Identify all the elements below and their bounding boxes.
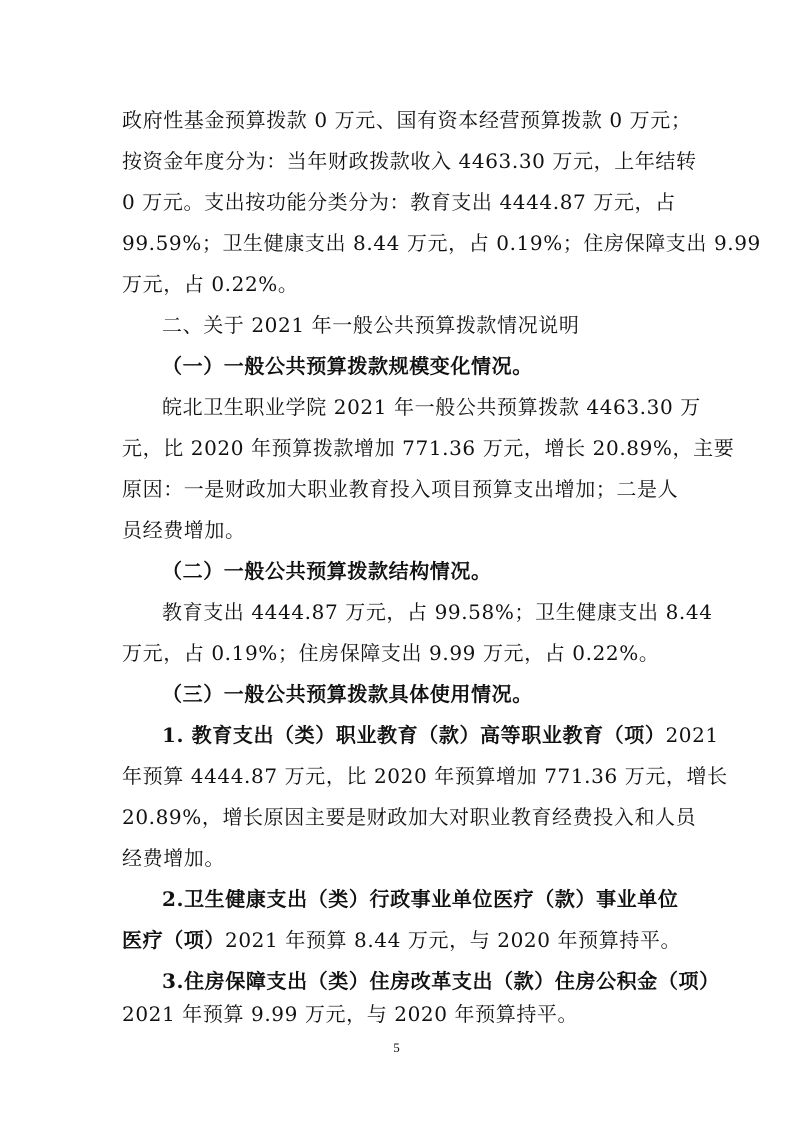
text-line: 20.89%，增长原因主要是财政加大对职业教育经费投入和人员 [122,805,697,829]
text-line: 皖北卫生职业学院 2021 年一般公共预算拨款 4463.30 万 [162,395,701,419]
list-item: 2.卫生健康支出（类）行政事业单位医疗（款）事业单位 [162,887,679,911]
section-heading: 二、关于 2021 年一般公共预算拨款情况说明 [162,313,580,337]
text-line: 经费增加。 [122,846,225,870]
item-text: 2021 [665,723,719,747]
list-item: 3.住房保障支出（类）住房改革支出（款）住房公积金（项） [162,969,720,993]
item-text: 2021 年预算 8.44 万元，与 2020 年预算持平。 [225,928,682,952]
list-item [162,721,742,749]
text-line: 万元，占 0.19%；住房保障支出 9.99 万元，占 0.22%。 [122,641,660,665]
subsection-heading: （二）一般公共预算拨款结构情况。 [162,559,492,583]
text-line: 政府性基金预算拨款 0 万元、国有资本经营预算拨款 0 万元； [122,108,692,132]
page-number: 5 [393,1040,400,1055]
item-title: 1. 教育支出（类）职业教育（款）高等职业教育（项） [162,723,666,747]
subsection-heading: （三）一般公共预算拨款具体使用情况。 [162,682,533,706]
text-line: 2021 年预算 9.99 万元，与 2020 年预算持平。 [122,1002,579,1026]
item-title: 医疗（项） [122,928,225,952]
text-line: 教育支出 4444.87 万元，占 99.58%；卫生健康支出 8.44 [162,600,713,624]
text-line [122,926,702,954]
text-line: 0 万元。支出按功能分类分为：教育支出 4444.87 万元，占 [122,190,676,214]
text-line: 原因：一是财政加大职业教育投入项目预算支出增加；二是人 [122,477,679,501]
text-line: 99.59%；卫生健康支出 8.44 万元，占 0.19%；住房保障支出 9.99 [122,231,761,255]
text-line: 按资金年度分为：当年财政拨款收入 4463.30 万元，上年结转 [122,149,697,173]
text-line: 元，比 2020 年预算拨款增加 771.36 万元，增长 20.89%，主要 [122,436,735,460]
text-line: 年预算 4444.87 万元，比 2020 年预算增加 771.36 万元，增长 [122,764,728,788]
text-line: 万元，占 0.22%。 [122,272,299,296]
subsection-heading: （一）一般公共预算拨款规模变化情况。 [162,354,533,378]
text-line: 员经费增加。 [122,518,246,542]
